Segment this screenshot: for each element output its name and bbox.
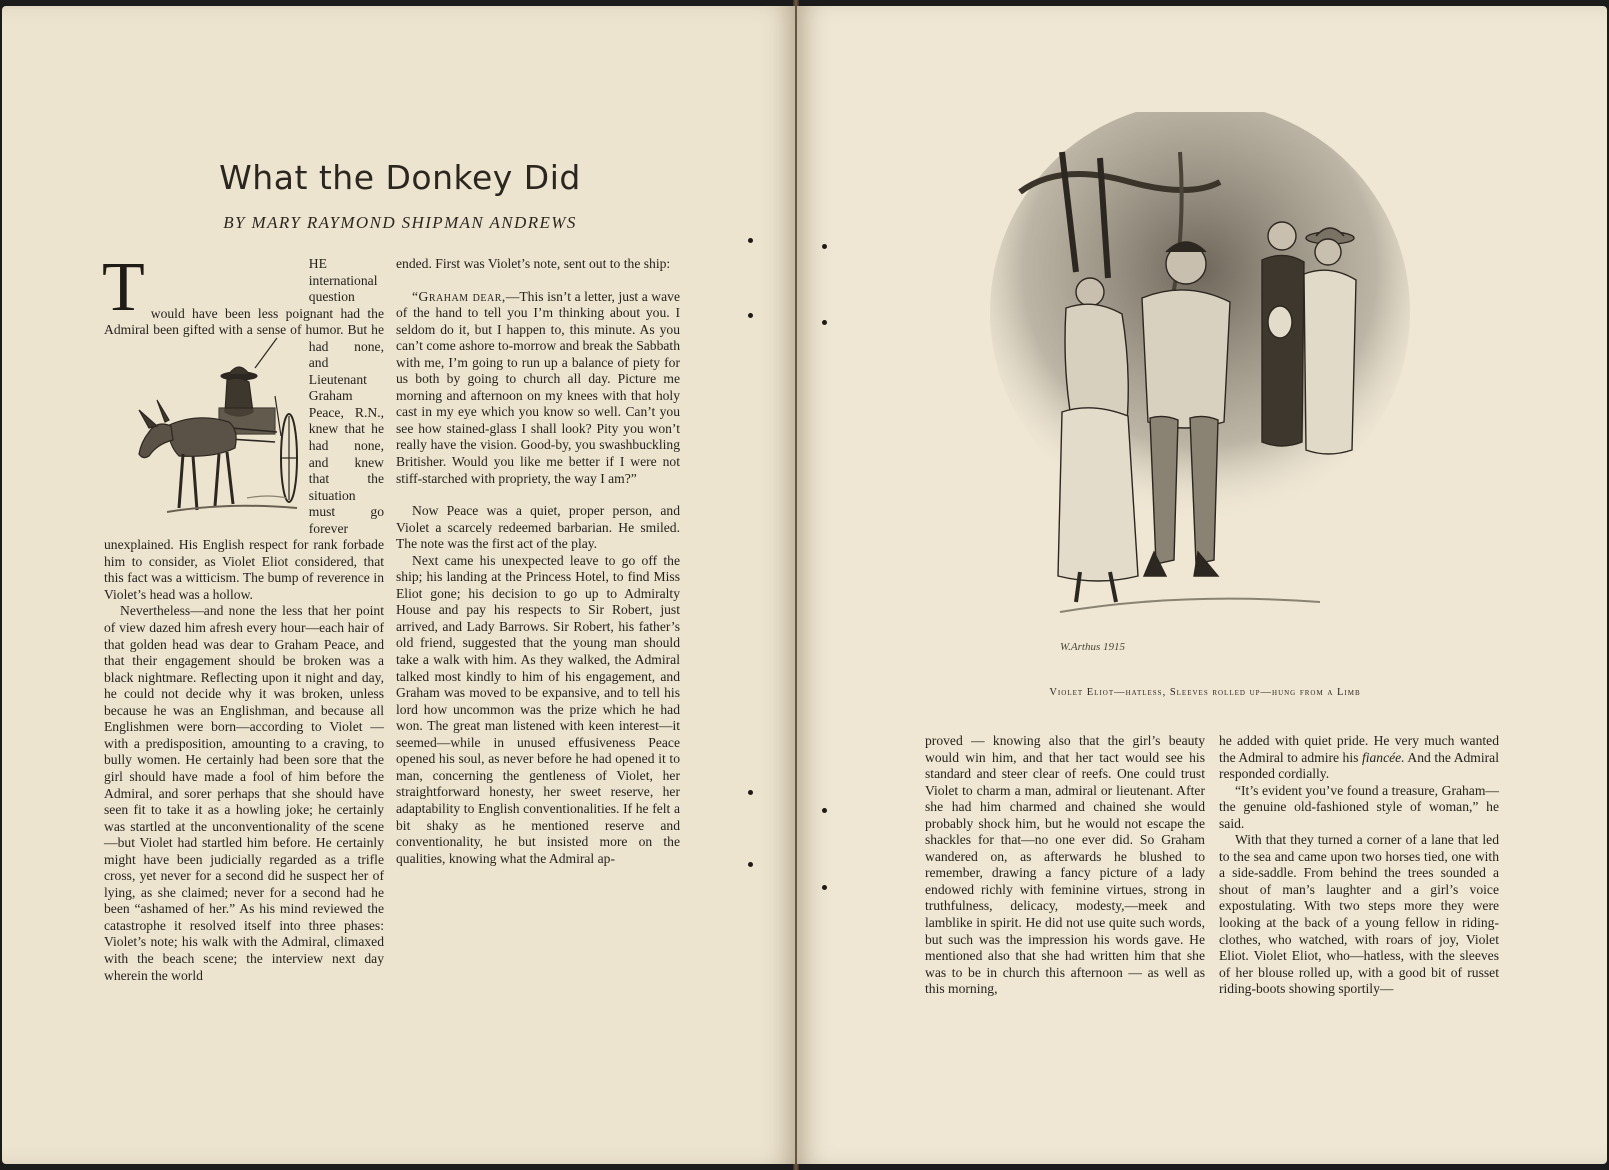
left-column-1: [102, 249, 384, 1056]
paragraph: “It’s evident you’ve found a treasure, Graham—the genuine old-fashioned style of woman,” he said.: [1219, 782, 1499, 831]
article-title: What the Donkey Did: [219, 158, 581, 197]
paragraph: Next came his unexpected leave to go off the ship; his landing at the Princess Hotel, to find Miss Eliot gone; his decision to go up to Admiralty House and pay his respects to Sir Robert, just arrived, and Lady Barrows. Sir Robert, his father’s old friend, suggested that the young man should take a walk with him. As they walked, the Admiral talked most kindly to him of his engagement, and Graham was moved to be expansive, and to tell his lord how uncommon was the prize which he had won. The great man listened with keen interest—it seemed—while in unused effusiveness Peace opened his soul, as never before he had opened it to man, concerning the gentleness of Violet, her straightforward honesty, her sweet reserve, her adaptability to English conventionalities. If he felt a bit shaky as he mentioned reserve and conventionality, he but insisted more on the qualities, knowing what the Admiral ap-: [396, 552, 680, 866]
paragraph: proved — knowing also that the girl’s beauty would win him, and that her tact would see his standard and steer clear of reefs. One could trust Violet to charm a man, admiral or lieutenant. After she had him charmed and chained she would probably shock him, but he would not escape the shackles for that—no one ever did. So Graham wandered on, as afterwards he blushed to remember, drawing a fancy picture of a lady endowed richly with feminine virtues, strong in truthfulness, delicacy, modesty,—meek and lamblike in spirit. He did not use quite such words, but such was the impression his words gave. He mentioned also that she had written him that she was to be in church this afternoon — as well as this morning,: [925, 733, 1205, 997]
binding-hole: [748, 313, 753, 318]
figures-under-tree-illustration: [990, 112, 1420, 672]
drop-cap: T: [102, 249, 145, 326]
paragraph: HE international question would have been less poignant had the Admiral been gifted with a sense of humor. But he had none, and Lieutenant Graham Peace, R.N., knew that he had none, and knew that the situation must go forever unexplained. His English respect for rank forbade him to consider, as Violet Eliot considered, that this fact was a witticism. The bump of reverence in Violet’s head was a hollow.: [104, 256, 384, 602]
binding-hole: [748, 862, 753, 867]
letter-body: —This isn’t a letter, just a wave of the hand to tell you I’m thinking about you. I seldom do it, but I happen to, this minute. As you can’t come ashore to-morrow and break the Sabbath with me, I’m going to run up a balance of piety for us both by going to church all day. Picture me morning and afternoon on my knees with that holy cast in my eye which you know so well. Can’t you see how stained-glass I shall look? Pity you won’t really have the vision. Good-by, you swashbuckling Britisher. Would you like me better if I were not stiff-starched with propriety, the way I am?”: [396, 288, 680, 486]
paragraph: Nevertheless—and none the less that her point of view dazed him afresh every hour—each hair of that golden head was dear to Graham Peace, and that their engagement should be broken was a black nightmare. Reflecting upon it night and day, he could not decide why it was broken, unless because he was an Englishman, and because all Englishmen were born—according to Violet —with a predisposition, amounting to a craving, to bully women. He certainly had been sore that the girl should have made a fool of him before the Admiral, and sorer perhaps that she should have seen fit to take it as a howling joke; he certainly was startled at the unconventionality of the scene—but Violet had startled him before. He certainly might have been judicially regarded as a trifle cross, yet never for a second did he suspect her of lying, as she claimed; never for a second had he been “ashamed of her.” As his mind reviewed the catastrophe it resolved itself into three phases: Violet’s note; his walk with the Admiral, climaxed with the beach scene; the interview next day wherein the world: [104, 603, 384, 983]
article-byline: BY MARY RAYMOND SHIPMAN ANDREWS: [223, 213, 577, 232]
binding-hole: [748, 790, 753, 795]
paragraph: Now Peace was a quiet, proper person, and Violet a scarcely redeemed barbarian. He smiled. The note was the first act of the play.: [396, 503, 680, 552]
binding-hole: [822, 244, 827, 249]
binding-hole: [822, 885, 827, 890]
letter-salutation: “Graham dear,: [412, 288, 506, 304]
right-column-1: [925, 733, 1205, 1053]
right-column-2: [1219, 733, 1499, 1053]
artist-signature: W.Arthus 1915: [1060, 641, 1125, 653]
binding-hole: [748, 238, 753, 243]
illustration-caption: Violet Eliot—hatless, Sleeves rolled up—hung from a Limb: [1049, 687, 1361, 698]
binding-hole: [822, 320, 827, 325]
paragraph: With that they turned a corner of a lane that led to the sea and came upon two horses tied, one with a side-saddle. From behind the trees sounded a shout of man’s laughter and a girl’s voice expostulating. With two steps more they were looking at the back of a young fellow in riding-clothes, who watched, with roars of joy, Violet Eliot. Violet Eliot, who—hatless, with the sleeves of her blouse rolled up, with a good bit of russet riding-boots showing sportily—: [1219, 832, 1499, 997]
italic-word: fiancée.: [1361, 749, 1405, 765]
paragraph-part: And the Admiral responded cordially.: [1219, 749, 1499, 782]
binding-hole: [822, 808, 827, 813]
left-column-2: [396, 256, 680, 1056]
paragraph: ended. First was Violet’s note, sent out to the ship:: [396, 256, 671, 271]
paragraph-part: he added with quiet pride. He very much wanted the Admiral to admire his: [1219, 733, 1499, 765]
donkey-cart-illustration: [127, 308, 305, 520]
